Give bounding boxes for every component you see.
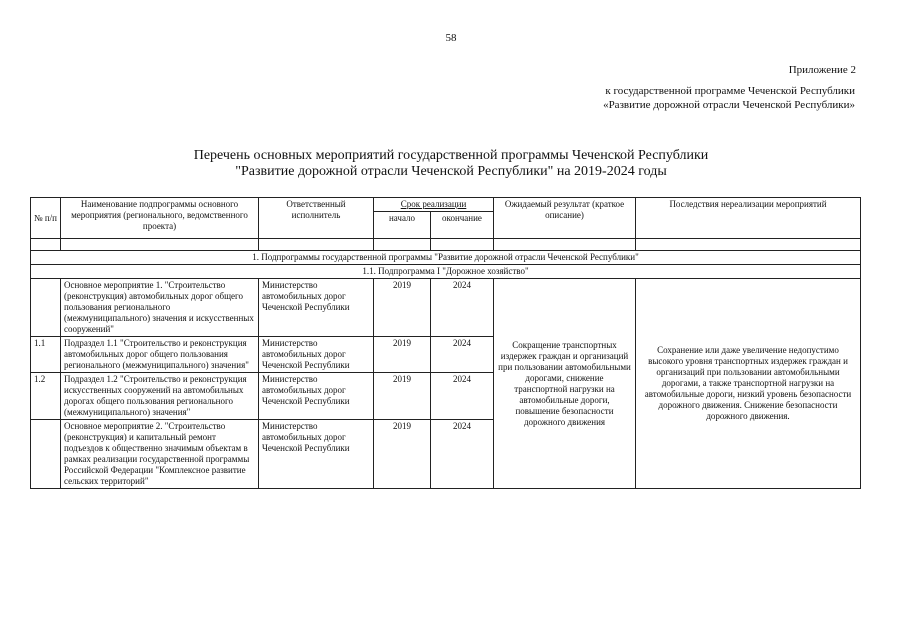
section-row-1-1 [31, 265, 861, 279]
row-start: 2019 [374, 420, 431, 489]
section-1-label: 1. Подпрограммы государственной программы "Развитие дорожной отрасли Чеченской Республики" [31, 251, 861, 265]
row-start: 2019 [374, 279, 431, 337]
row-name: Основное мероприятие 2. "Строительство (реконструкция) и капитальный ремонт подъездов к общественно значимым объектам в рамках реализации государственной программы Российской Федерации "Комплексное развитие сельских территорий" [61, 420, 259, 489]
empty-row [31, 239, 861, 251]
row-executor: Министерство автомобильных дорог Чеченской Республики [259, 420, 374, 489]
header-result: Ожидаемый результат (краткое описание) [494, 198, 636, 239]
row-executor: Министерство автомобильных дорог Чеченской Республики [259, 279, 374, 337]
row-end: 2024 [431, 373, 494, 420]
title-line-1: Перечень основных мероприятий государственной программы Чеченской Республики [193, 148, 709, 163]
row-num: 1.2 [31, 373, 61, 420]
appendix-line-2: «Развитие дорожной отрасли Чеченской Республики» [603, 99, 855, 111]
row-name: Подраздел 1.1 "Строительство и реконструкция автомобильных дорог общего пользования регионального (межмуниципального) значения" [61, 337, 259, 373]
title-line-2: "Развитие дорожной отрасли Чеченской Республики" на 2019-2024 годы [235, 164, 667, 179]
header-name: Наименование подпрограммы основного мероприятия (регионального, ведомственного проекта) [61, 198, 259, 239]
document-title [0, 148, 902, 180]
row-end: 2024 [431, 337, 494, 373]
header-num: № п/п [31, 198, 61, 239]
non-implementation-consequences: Сохранение или даже увеличение недопустимо высокого уровня транспортных издержек граждан и организаций при пользовании автомобильными дорогами, а также транспортной нагрузки на автомобильные дороги, низкий уровень безопасности дорожного движения. Снижение безопасности дорожного движения. [636, 279, 861, 489]
row-num [31, 420, 61, 489]
table-row [31, 279, 861, 337]
header-start: начало [374, 212, 431, 239]
header-period: Срок реализации [374, 198, 494, 212]
appendix-label: Приложение 2 [788, 64, 856, 76]
header-consequences: Последствия нереализации мероприятий [636, 198, 861, 239]
header-executor: Ответственный исполнитель [259, 198, 374, 239]
row-num [31, 279, 61, 337]
row-num: 1.1 [31, 337, 61, 373]
expected-result: Сокращение транспортных издержек граждан и организаций при пользовании автомобильными дорогами, снижение транспортной нагрузки на автомобильные дороги, повышение безопасности дорожного движения [494, 279, 636, 489]
row-name: Подраздел 1.2 "Строительство и реконструкция искусственных сооружений на автомобильных дорогах общего пользования регионального (межмуниципального) значения" [61, 373, 259, 420]
row-executor: Министерство автомобильных дорог Чеченской Республики [259, 373, 374, 420]
measures-table [30, 197, 861, 489]
header-row [31, 198, 861, 212]
row-end: 2024 [431, 420, 494, 489]
row-executor: Министерство автомобильных дорог Чеченской Республики [259, 337, 374, 373]
header-end: окончание [431, 212, 494, 239]
section-row-1 [31, 251, 861, 265]
row-start: 2019 [374, 337, 431, 373]
row-name: Основное мероприятие 1. "Строительство (реконструкция) автомобильных дорог общего пользования регионального (межмуниципального) значения и искусственных сооружений" [61, 279, 259, 337]
section-1-1-label: 1.1. Подпрограмма I "Дорожное хозяйство" [31, 265, 861, 279]
row-end: 2024 [431, 279, 494, 337]
appendix-line-1: к государственной программе Чеченской Республики [605, 85, 855, 97]
row-start: 2019 [374, 373, 431, 420]
page-number: 58 [445, 32, 457, 44]
